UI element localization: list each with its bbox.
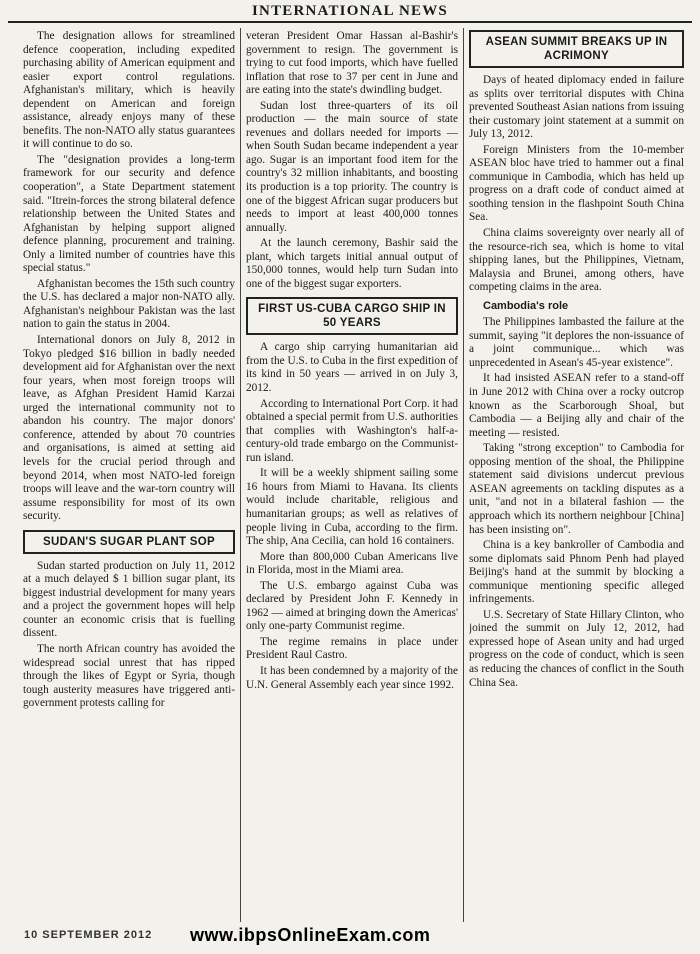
article-paragraph: The Philippines lambasted the failure at the summit, saying "it deplores the non-issuance of a joint communique... which was unprecedented in Asean's 45-year existence". (469, 316, 684, 369)
article-paragraph: The "designation provides a long-term framework for our security and defence cooperation", a State Department statement said. "Itrein-forces the strong bilateral defence relationship between the United States and Afghanistan by helping support aligned defence planning, procurement and training. Only a limited number of countries have this special status." (23, 153, 235, 275)
article-paragraph: It will be a weekly shipment sailing some 16 hours from Miami to Havana. Its clients would include charitable, religious and humanitarian groups; as well as relatives of people living in Cuba, according to the firm. The ship, Ana Cecilia, can hold 16 containers. (246, 467, 458, 548)
column-2 (246, 30, 458, 920)
article-paragraph: Sudan started production on July 11, 2012 at a much delayed $ 1 billion sugar plant, its biggest industrial development for many years and a project the government hopes will help counter an economic crisis that is fuelling dissent. (23, 559, 235, 640)
article-paragraph: It has been condemned by a majority of the U.N. General Assembly each year since 1992. (246, 664, 458, 691)
article-paragraph: China claims sovereignty over nearly all of the resource-rich sea, which is home to vital shipping lanes, but the Philippines, Vietnam, Malaysia and Brunei, among others, have competing claims in the area. (469, 227, 684, 294)
article-headline-sudan: SUDAN'S SUGAR PLANT SOP (23, 530, 235, 554)
article-paragraph: The north African country has avoided the widespread social unrest that has ripped through the likes of Egypt or Syria, though tough austerity measures have triggered anti-government protests calling for (23, 642, 235, 710)
masthead (0, 0, 700, 24)
article-paragraph: The regime remains in place under President Raul Castro. (246, 635, 458, 662)
article-paragraph: Afghanistan becomes the 15th such country the U.S. has declared a major non-NATO ally. Afghanistan's neighbour Pakistan was the last nation to gain the status in 2004. (23, 277, 235, 331)
column-divider (240, 28, 241, 922)
article-paragraph: Sudan lost three-quarters of its oil production — the main source of state revenues and dollars needed for imports — when South Sudan became independent a year ago. Sugar is an important food item for the country's 32 million inhabitants, and boosting its production is a top priority. The country is one of the biggest African sugar producers but needs to import at least 400,000 tonnes annually. (246, 99, 458, 234)
article-paragraph: A cargo ship carrying humanitarian aid from the U.S. to Cuba in the first expedition of its kind in 50 years — arrived in on July 3, 2012. (246, 341, 458, 395)
article-paragraph: At the launch ceremony, Bashir said the plant, which targets initial annual output of 150,000 tonnes, would help turn Sudan into one of the biggest sugar exporters. (246, 237, 458, 290)
section-title: INTERNATIONAL NEWS (252, 3, 448, 19)
article-paragraph: More than 800,000 Cuban Americans live in Florida, most in the Miami area. (246, 550, 458, 577)
article-headline-cuba: FIRST US-CUBA CARGO SHIP IN 50 YEARS (246, 297, 458, 335)
article-paragraph: It had insisted ASEAN refer to a stand-off in June 2012 with China over a rocky outcrop known as the Scarborough Shoal, but Cambodia — a Beijing ally and chair of the meeting — resisted. (469, 372, 684, 439)
article-headline-asean: ASEAN SUMMIT BREAKS UP IN ACRIMONY (469, 30, 684, 68)
article-paragraph: International donors on July 8, 2012 in Tokyo pledged $16 billion in badly needed development aid for Afghanistan over the next four years, when most foreign troops will leave, as Afghan President Hamid Karzai urged the international community not to abandon his country. The major donors' conference, attended by about 70 countries and organisations, is aimed at setting aid levels for the crucial period through and beyond 2014, when most NATO-led foreign troops will leave and the war-torn country will assume responsibility for most of its own security. (23, 334, 235, 523)
article-paragraph: veteran President Omar Hassan al-Bashir's government to resign. The government is trying to cut food imports, which have fuelled inflation that rose to 37 per cent in June and are eating into the state's dwindling budget. (246, 30, 458, 97)
article-paragraph: U.S. Secretary of State Hillary Clinton, who joined the summit on July 12, 2012, had expressed hope of Asean unity and had urged progress on the code of conduct, which is seen as reducing the chances of conflict in the South China Sea. (469, 608, 684, 689)
article-subhead: Cambodia's role (483, 299, 569, 312)
article-paragraph: Taking "strong exception" to Cambodia for opposing mention of the shoal, the Philippine statement said divisions undercut previous ASEAN agreements on tackling disputes as a unit, "and not in a bilateral fashion — the approach which its northern neighbour [China] has been insisting on". (469, 442, 684, 536)
issue-label: 10 SEPTEMBER 2012 (24, 929, 153, 941)
masthead-rule (8, 21, 692, 23)
column-3 (469, 30, 684, 920)
column-1 (23, 30, 235, 920)
article-paragraph: According to International Port Corp. it had obtained a special permit from U.S. authorities that complies with Washington's half-a-century-old trade embargo on the Communist-run island. (246, 397, 458, 464)
article-paragraph: The designation allows for streamlined defence cooperation, including expedited purchasing ability of American equipment and easier export control regulations. Afghanistan's military, which is heavily dependent on American and foreign assistance, already enjoys many of these benefits. The non-NATO ally status guarantees it will continue to do so. (23, 30, 235, 151)
page-footer (0, 922, 700, 954)
article-paragraph: Days of heated diplomacy ended in failure as splits over territorial disputes with China prevented Southeast Asian nations from issuing their customary joint statement at a summit on July 13, 2012. (469, 74, 684, 141)
column-divider (463, 28, 464, 922)
watermark-url: www.ibpsOnlineExam.com (190, 925, 431, 945)
article-paragraph: China is a key bankroller of Cambodia and some diplomats said Phnom Penh had played Beijing's hand at the summit by blocking a communique mentioning specific alleged infringements. (469, 539, 684, 606)
article-paragraph: The U.S. embargo against Cuba was declared by President John F. Kennedy in 1962 — aimed at bringing down the Americas' only one-party Communist regime. (246, 579, 458, 633)
article-paragraph: Foreign Ministers from the 10-member ASEAN bloc have tried to hammer out a final communique in Cambodia, which has held up progress on a draft code of conduct aimed at soothing tension in the flashpoint South China Sea. (469, 143, 684, 224)
